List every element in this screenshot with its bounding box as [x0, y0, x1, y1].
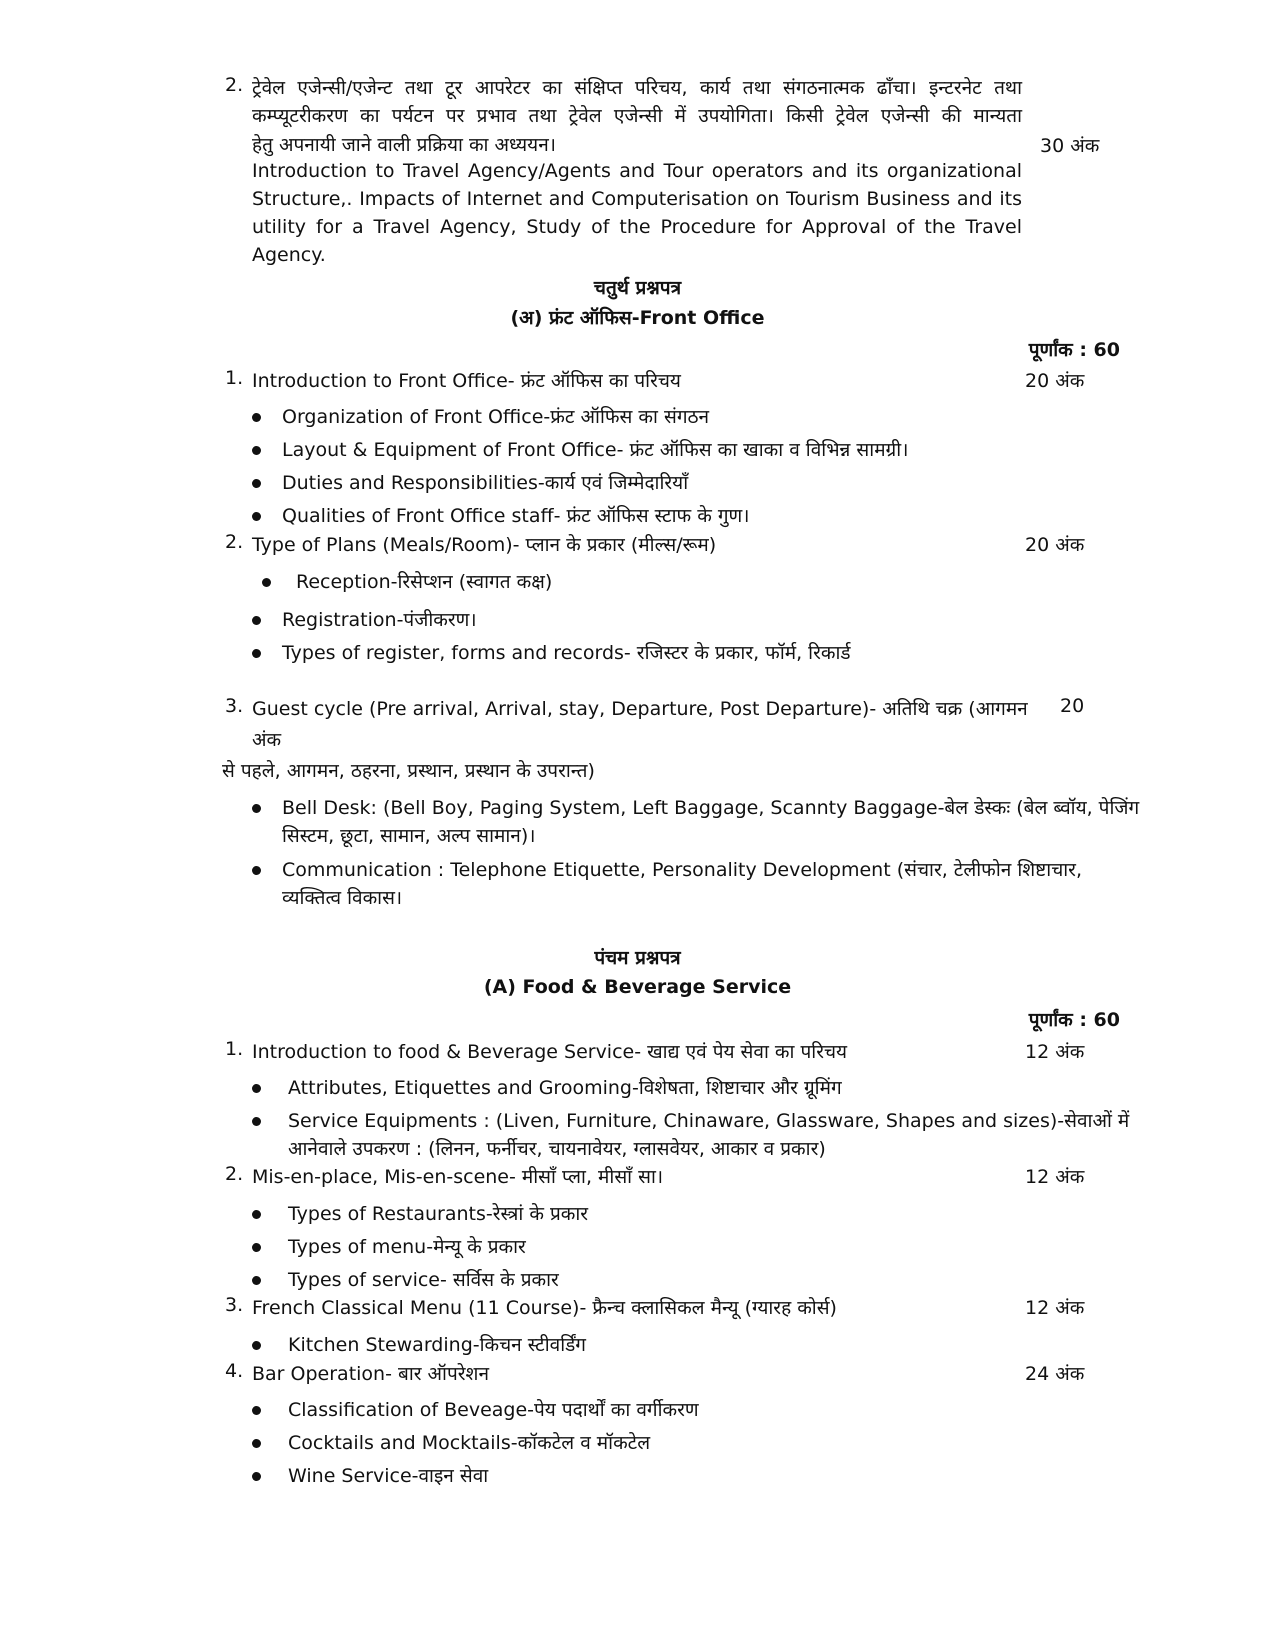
item-title: Type of Plans (Meals/Room)- प्लान के प्रकार (मील्स/रूम) [252, 534, 717, 556]
total-marks: पूर्णांक : 60 [1028, 339, 1120, 361]
item-number: 3. [225, 695, 244, 717]
hindi-paragraph-line: ट्रेवेल एजेन्सी/एजेन्ट तथा टूर आपरेटर का संक्षिप्त परिचय, कार्य तथा संगठनात्मक ढाँचा। इन्टरनेट तथा [252, 77, 1022, 99]
bullet-text: Types of service- सर्विस के प्रकार [288, 1269, 559, 1291]
bullet-dot [252, 1276, 261, 1285]
bullet-text: Reception-रिसेप्शन (स्वागत कक्ष) [296, 571, 553, 593]
bullet-dot [252, 413, 261, 422]
item-title: Guest cycle (Pre arrival, Arrival, stay, Departure, Post Departure)- अतिथि चक्र (आगमन [252, 698, 1028, 720]
paper-subheading: (अ) फ्रंट ऑफिस-Front Office [510, 307, 765, 329]
bullet-text: Communication : Telephone Etiquette, Personality Development (संचार, टेलीफोन शिष्टाचार, [282, 859, 1082, 881]
bullet-text: Layout & Equipment of Front Office- फ्रंट ऑफिस का खाका व विभिन्न सामग्री। [282, 439, 909, 461]
bullet-text: Wine Service-वाइन सेवा [288, 1465, 489, 1487]
bullet-dot [252, 649, 261, 658]
item-title: French Classical Menu (11 Course)- फ्रैन्च क्लासिकल मैन्यू (ग्यारह कोर्स) [252, 1297, 837, 1319]
item-marks: 20 अंक [1025, 370, 1085, 392]
bullet-text: Types of menu-मेन्यू के प्रकार [288, 1236, 526, 1258]
bullet-dot [252, 1117, 261, 1126]
bullet-dot [252, 1341, 261, 1350]
item-title: Mis-en-place, Mis-en-scene- मीसाँ प्ला, मीसाँ सा। [252, 1166, 664, 1188]
bullet-dot [252, 866, 261, 875]
bullet-text: Qualities of Front Office staff- फ्रंट ऑफिस स्टाफ के गुण। [282, 505, 750, 527]
bullet-dot [252, 616, 261, 625]
english-paragraph-line: Introduction to Travel Agency/Agents and Tour operators and its organizational [252, 160, 1022, 182]
bullet-text: Types of Restaurants-रेस्त्रां के प्रकार [288, 1203, 589, 1225]
item-number: 2. [225, 531, 244, 553]
bullet-text: Bell Desk: (Bell Boy, Paging System, Left Baggage, Scannty Baggage-बेल डेस्कः (बेल ब्वॉय, पेजिंग [282, 797, 1140, 819]
item-title: Introduction to food & Beverage Service- खाद्य एवं पेय सेवा का परिचय [252, 1041, 848, 1063]
paper-heading: पंचम प्रश्नपत्र [594, 947, 681, 969]
bullet-text: Duties and Responsibilities-कार्य एवं जिम्मेदारियाँ [282, 472, 689, 494]
item-marks: 24 अंक [1025, 1363, 1085, 1385]
item-marks: 20 अंक [1025, 534, 1085, 556]
bullet-text: Registration-पंजीकरण। [282, 609, 477, 631]
item-title-continuation: से पहले, आगमन, ठहरना, प्रस्थान, प्रस्थान के उपरान्त) [222, 760, 595, 782]
paper-heading: चतुर्थ प्रश्नपत्र [593, 277, 682, 299]
bullet-dot [252, 1084, 261, 1093]
bullet-dot [262, 578, 271, 587]
bullet-text-continuation: आनेवाले उपकरण : (लिनन, फर्नीचर, चायनावेयर, ग्लासवेयर, आकार व प्रकार) [288, 1138, 826, 1160]
bullet-text: Organization of Front Office-फ्रंट ऑफिस का संगठन [282, 406, 710, 428]
bullet-dot [252, 1210, 261, 1219]
item-number: 1. [225, 1038, 244, 1060]
bullet-text: Types of register, forms and records- रजिस्टर के प्रकार, फॉर्म, रिकार्ड [282, 642, 851, 664]
bullet-dot [252, 479, 261, 488]
item-marks-number: 20 [1060, 695, 1085, 717]
english-paragraph-line: utility for a Travel Agency, Study of the Procedure for Approval of the Travel [252, 216, 1022, 238]
item-number: 2. [225, 1163, 244, 1185]
total-marks: पूर्णांक : 60 [1028, 1009, 1120, 1031]
bullet-text: Cocktails and Mocktails-कॉकटेल व मॉकटेल [288, 1432, 651, 1454]
item-marks-word: अंक [252, 729, 282, 751]
item-title: Bar Operation- बार ऑपरेशन [252, 1363, 490, 1385]
bullet-dot [252, 1406, 261, 1415]
bullet-dot [252, 1439, 261, 1448]
item-marks: 12 अंक [1025, 1166, 1085, 1188]
bullet-text-continuation: सिस्टम, छूटा, सामान, अल्प सामान)। [282, 825, 536, 847]
item-number: 1. [225, 367, 244, 389]
bullet-dot [252, 512, 261, 521]
hindi-paragraph-line: कम्प्यूटरीकरण का पर्यटन पर प्रभाव तथा ट्रेवेल एजेन्सी में उपयोगिता। किसी ट्रेवेल एजेन्सी की मान्यता [252, 105, 1022, 127]
item-title: Introduction to Front Office- फ्रंट ऑफिस का परिचय [252, 370, 681, 392]
item-marks: 12 अंक [1025, 1297, 1085, 1319]
section-marks: 30 अंक [1040, 135, 1100, 157]
bullet-dot [252, 804, 261, 813]
bullet-dot [252, 446, 261, 455]
bullet-text: Kitchen Stewarding-किचन स्टीवर्डिंग [288, 1334, 587, 1356]
bullet-dot [252, 1472, 261, 1481]
bullet-text: Classification of Beveage-पेय पदार्थों का वर्गीकरण [288, 1399, 699, 1421]
paper-subheading: (A) Food & Beverage Service [483, 976, 792, 998]
item-number: 4. [225, 1360, 244, 1382]
english-paragraph-line: Structure,. Impacts of Internet and Computerisation on Tourism Business and its [252, 188, 1022, 210]
bullet-dot [252, 1243, 261, 1252]
item-number: 3. [225, 1294, 244, 1316]
bullet-text-continuation: व्यक्तित्व विकास। [282, 887, 403, 909]
bullet-text: Service Equipments : (Liven, Furniture, Chinaware, Glassware, Shapes and sizes)-सेवाओं में [288, 1110, 1130, 1132]
section-number: 2. [225, 74, 244, 96]
hindi-paragraph-line: हेतु अपनायी जाने वाली प्रक्रिया का अध्ययन। [252, 134, 556, 156]
bullet-text: Attributes, Etiquettes and Grooming-विशेषता, शिष्टाचार और ग्रूमिंग [288, 1077, 842, 1099]
english-paragraph-line: Agency. [252, 244, 326, 266]
item-marks: 12 अंक [1025, 1041, 1085, 1063]
